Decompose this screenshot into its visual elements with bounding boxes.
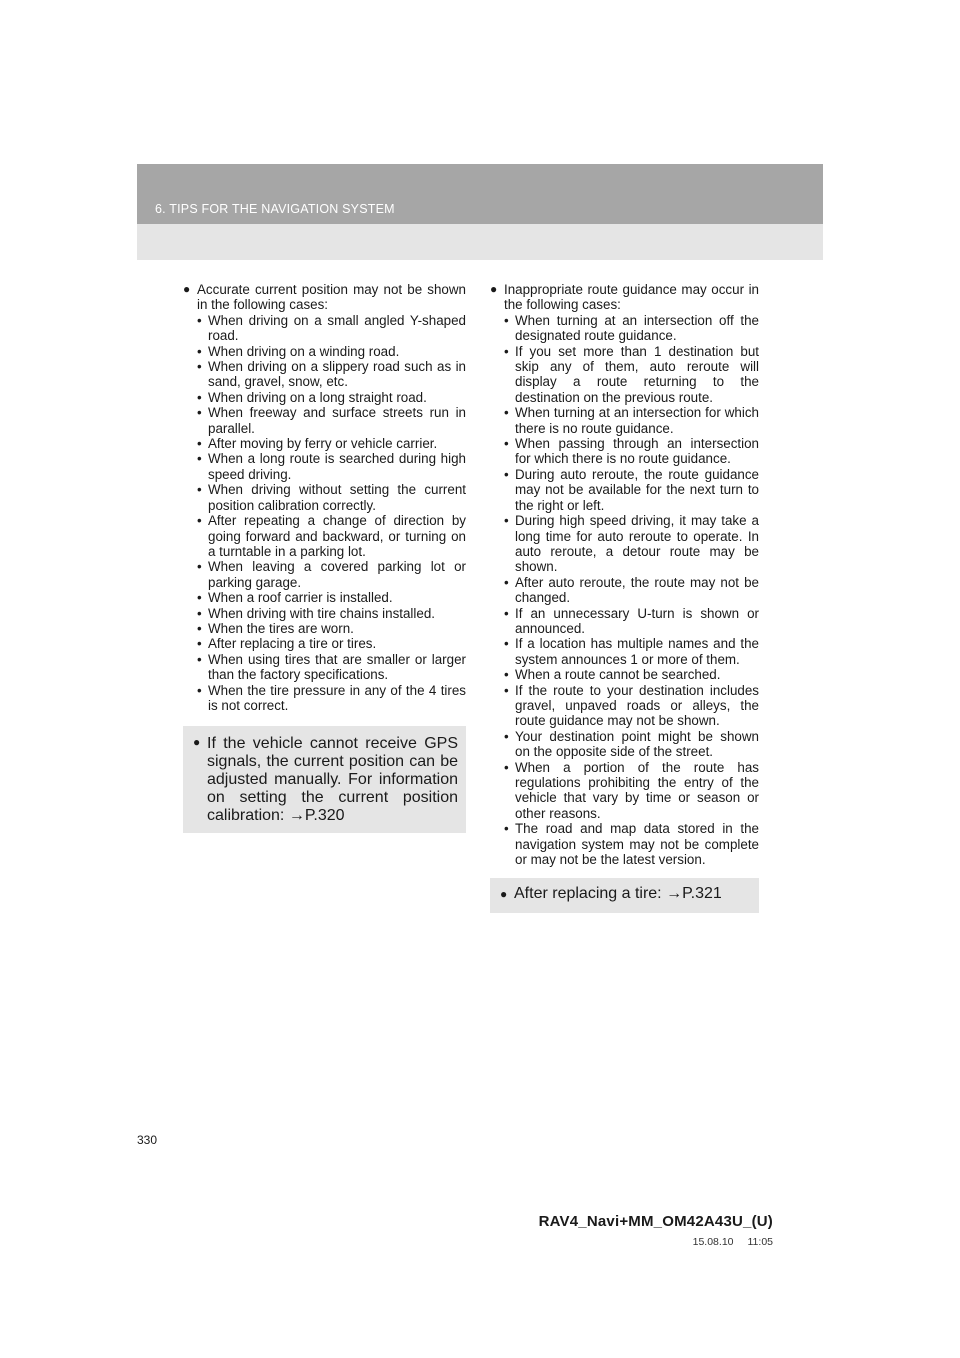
page-number: 330	[137, 1133, 158, 1147]
list-item: • If a location has multiple names and the system announces 1 or more of them.	[504, 636, 759, 667]
list-item: • If an unnecessary U-turn is shown or announced.	[504, 606, 759, 637]
list-item: • When using tires that are smaller or larger than the factory specifications.	[197, 652, 466, 683]
right-item-list	[490, 313, 759, 868]
bullet-icon: ●	[490, 282, 498, 296]
list-item: • When passing through an intersection for which there is no route guidance.	[504, 436, 759, 467]
list-item: • When turning at an intersection for which there is no route guidance.	[504, 405, 759, 436]
list-item: • When turning at an intersection off the designated route guidance.	[504, 313, 759, 344]
list-item: • If you set more than 1 destination but skip any of them, auto reroute will display a route returning to the destination on the previous route.	[504, 344, 759, 406]
list-item: • When driving without setting the current position calibration correctly.	[197, 482, 466, 513]
bullet-icon: ●	[183, 282, 191, 296]
list-item: • When a portion of the route has regulations prohibiting the entry of the vehicle that vary by time or season or other reasons.	[504, 760, 759, 822]
left-column	[183, 282, 466, 713]
list-item: • When a roof carrier is installed.	[197, 590, 466, 605]
right-intro	[490, 282, 759, 313]
list-item: • When the tire pressure in any of the 4 tires is not correct.	[197, 683, 466, 714]
list-item: • During high speed driving, it may take a long time for auto reroute to operate. In auto reroute, a detour route may be shown.	[504, 513, 759, 575]
document-date: 15.08.10	[692, 1236, 734, 1248]
bullet-icon: ●	[193, 735, 201, 749]
left-item-list	[183, 313, 466, 714]
list-item: • Your destination point might be shown on the opposite side of the street.	[504, 729, 759, 760]
list-item: • When driving with tire chains installed.	[197, 606, 466, 621]
section-header-subband	[137, 224, 823, 260]
left-intro	[183, 282, 466, 313]
right-intro-text: Inappropriate route guidance may occur in the following cases:	[504, 282, 759, 313]
list-item: • When a route cannot be searched.	[504, 667, 759, 682]
section-header	[137, 164, 823, 224]
list-item: • When freeway and surface streets run in parallel.	[197, 405, 466, 436]
list-item: • When driving on a winding road.	[197, 344, 466, 359]
document-timestamp	[693, 1236, 773, 1248]
list-item: • When the tires are worn.	[197, 621, 466, 636]
left-note-box	[183, 726, 466, 833]
list-item: • When driving on a small angled Y-shaped road.	[197, 313, 466, 344]
right-note-box	[490, 878, 759, 913]
document-id: RAV4_Navi+MM_OM42A43U_(U)	[538, 1213, 773, 1230]
left-intro-text: Accurate current position may not be shown in the following cases:	[197, 282, 466, 313]
list-item: • When leaving a covered parking lot or parking garage.	[197, 559, 466, 590]
list-item: • After repeating a change of direction by going forward and backward, or turning on a turntable in a parking lot.	[197, 513, 466, 559]
document-time: 11:05	[747, 1236, 773, 1248]
list-item: • After auto reroute, the route may not be changed.	[504, 575, 759, 606]
left-note-text: If the vehicle cannot receive GPS signals, the current position can be adjusted manually. For information on setting the current position calibration: →P.320	[207, 735, 458, 824]
list-item: • When driving on a long straight road.	[197, 390, 466, 405]
list-item: • During auto reroute, the route guidance may not be available for the next turn to the right or left.	[504, 467, 759, 513]
list-item: • The road and map data stored in the navigation system may not be complete or may not be the latest version.	[504, 821, 759, 867]
list-item: • After moving by ferry or vehicle carrier.	[197, 436, 466, 451]
list-item: • After replacing a tire or tires.	[197, 636, 466, 651]
right-column	[490, 282, 759, 867]
section-title: 6. TIPS FOR THE NAVIGATION SYSTEM	[155, 202, 395, 216]
list-item: • When driving on a slippery road such as in sand, gravel, snow, etc.	[197, 359, 466, 390]
bullet-icon: ●	[500, 887, 508, 901]
right-note-text: After replacing a tire: →P.321	[514, 885, 722, 902]
list-item: • If the route to your destination includes gravel, unpaved roads or alleys, the route guidance may not be shown.	[504, 683, 759, 729]
list-item: • When a long route is searched during high speed driving.	[197, 451, 466, 482]
